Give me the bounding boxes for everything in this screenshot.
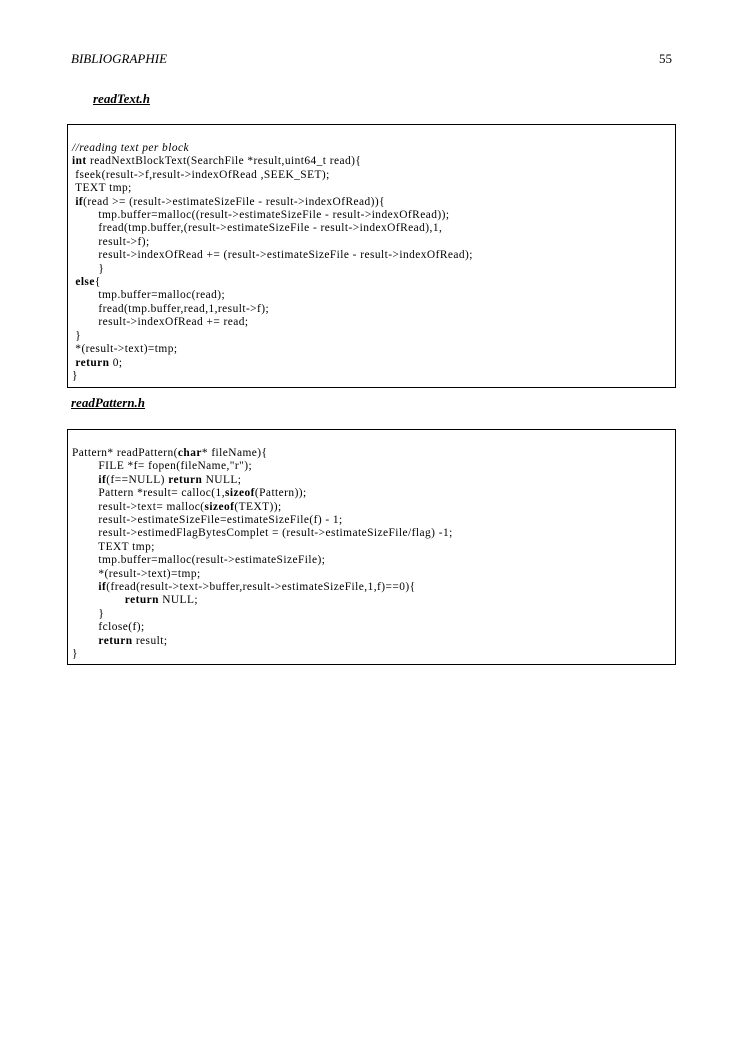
code-line: if(f==NULL) return NULL;	[98, 473, 242, 486]
code-line: FILE *f= fopen(fileName,"r");	[72, 460, 253, 473]
listing-title-readtext: readText.h	[93, 91, 150, 106]
code-listing-readtext	[67, 124, 676, 388]
code-line: result->indexOfRead += (result->estimateSizeFile - result->indexOfRead);	[72, 249, 473, 262]
listing-title-readpattern: readPattern.h	[71, 395, 146, 410]
code-line: fseek(result->f,result->indexOfRead ,SEEK_SET);	[72, 168, 330, 181]
code-line: }	[72, 369, 78, 382]
page-number: 55	[659, 51, 672, 66]
code-line: }	[72, 607, 105, 620]
code-line: if(read >= (result->estimateSizeFile - result->indexOfRead)){	[75, 195, 386, 208]
code-line: TEXT tmp;	[72, 182, 132, 195]
code-line: Pattern *result= calloc(1,sizeof(Pattern));	[72, 487, 307, 500]
code-line: tmp.buffer=malloc((result->estimateSizeFile - result->indexOfRead));	[72, 209, 450, 222]
code-line: }	[72, 262, 105, 275]
code-line: result->estimedFlagBytesComplet = (result->estimateSizeFile/flag) -1;	[72, 527, 453, 540]
code-block	[72, 142, 473, 383]
code-line: int readNextBlockText(SearchFile *result,uint64_t read){	[72, 155, 362, 168]
code-line: }	[72, 329, 82, 342]
code-line: return result;	[98, 634, 168, 647]
code-line: result->indexOfRead += read;	[72, 316, 249, 329]
code-line: else{	[75, 276, 101, 289]
code-line: *(result->text)=tmp;	[72, 567, 201, 580]
code-line: }	[72, 648, 78, 661]
code-line: tmp.buffer=malloc(result->estimateSizeFile);	[72, 554, 326, 567]
code-line: result->text= malloc(sizeof(TEXT));	[72, 500, 282, 513]
code-line: fclose(f);	[72, 621, 145, 634]
code-line: //reading text per block	[72, 142, 189, 154]
code-line: TEXT tmp;	[72, 540, 155, 553]
code-line: *(result->text)=tmp;	[72, 343, 178, 356]
running-header: BIBLIOGRAPHIE	[71, 51, 168, 66]
code-line: result->f);	[72, 235, 150, 248]
code-line: fread(tmp.buffer,read,1,result->f);	[72, 302, 270, 315]
code-line: return NULL;	[124, 594, 198, 607]
code-line: if(fread(result->text->buffer,result->estimateSizeFile,1,f)==0){	[98, 581, 416, 594]
code-line: tmp.buffer=malloc(read);	[72, 289, 226, 302]
code-line: result->estimateSizeFile=estimateSizeFile(f) - 1;	[72, 514, 343, 527]
code-line: fread(tmp.buffer,(result->estimateSizeFile - result->indexOfRead),1,	[72, 222, 443, 235]
code-line: Pattern* readPattern(char* fileName){	[72, 447, 268, 459]
code-line: return 0;	[75, 356, 123, 369]
code-listing-readpattern	[67, 429, 676, 665]
code-block	[72, 447, 453, 662]
